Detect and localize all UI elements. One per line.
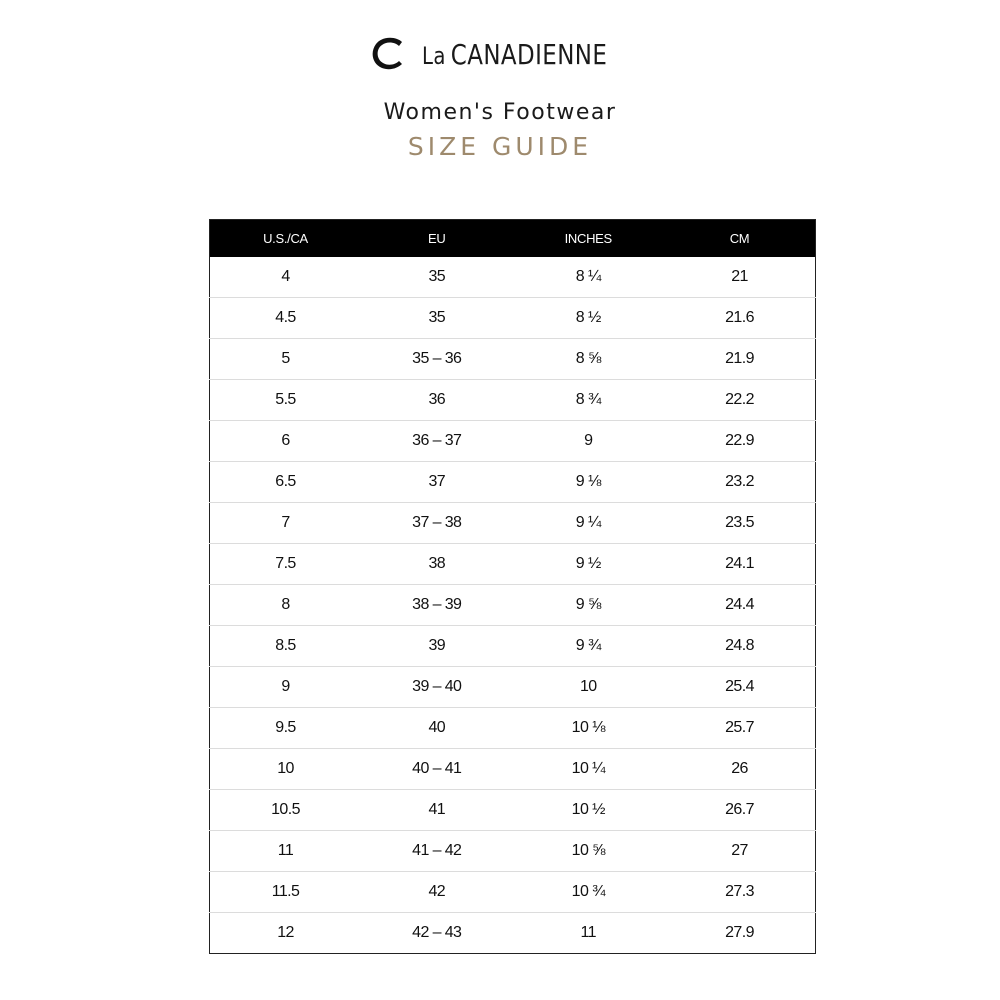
cell-us-ca: 6 bbox=[210, 421, 362, 462]
cell-cm: 21.6 bbox=[664, 298, 816, 339]
page-title: SIZE GUIDE bbox=[407, 132, 593, 161]
cell-cm: 22.2 bbox=[664, 380, 816, 421]
cell-inches: 8 ¼ bbox=[575, 268, 601, 285]
table-row bbox=[210, 544, 816, 585]
cell-eu: 37 – 38 bbox=[361, 503, 513, 544]
cell-cm: 26.7 bbox=[664, 790, 816, 831]
cell-cm: 27.9 bbox=[664, 913, 816, 954]
brand-wordmark: CANADIENNE bbox=[450, 37, 608, 71]
table-row bbox=[210, 462, 816, 503]
cell-us-ca: 4 bbox=[281, 268, 290, 285]
cell-us-ca: 8 bbox=[210, 585, 362, 626]
cell-cm: 22.9 bbox=[664, 421, 816, 462]
cell-cm: 25.4 bbox=[664, 667, 816, 708]
cell-eu: 40 – 41 bbox=[361, 749, 513, 790]
cell-us-ca: 11 bbox=[210, 831, 362, 872]
brand-lockup bbox=[368, 34, 632, 74]
cell-eu: 36 bbox=[361, 380, 513, 421]
cell-cm: 24.8 bbox=[664, 626, 816, 667]
cell-us-ca: 4.5 bbox=[210, 298, 362, 339]
cell-inches: 10 bbox=[513, 667, 665, 708]
cell-inches: 9 ⅛ bbox=[513, 462, 665, 503]
cell-us-ca: 9.5 bbox=[210, 708, 362, 749]
cell-cm: 24.1 bbox=[664, 544, 816, 585]
column-header-inches: INCHES bbox=[513, 220, 665, 258]
cell-cm: 27 bbox=[664, 831, 816, 872]
cell-cm: 26 bbox=[664, 749, 816, 790]
cell-inches: 9 ¼ bbox=[513, 503, 665, 544]
table-row bbox=[210, 913, 816, 954]
cell-eu: 35 – 36 bbox=[361, 339, 513, 380]
table-row bbox=[210, 667, 816, 708]
table-row bbox=[210, 790, 816, 831]
cell-inches: 10 ¼ bbox=[513, 749, 665, 790]
table-row bbox=[210, 749, 816, 790]
cell-inches: 9 bbox=[513, 421, 665, 462]
table-row bbox=[210, 503, 816, 544]
cell-eu: 35 bbox=[428, 268, 446, 285]
cell-us-ca: 7 bbox=[210, 503, 362, 544]
cell-eu: 38 – 39 bbox=[361, 585, 513, 626]
cell-us-ca: 10.5 bbox=[210, 790, 362, 831]
brand-header bbox=[0, 34, 1000, 78]
cell-cm: 25.7 bbox=[664, 708, 816, 749]
cell-cm: 21 bbox=[731, 268, 748, 285]
cell-eu: 35 bbox=[361, 298, 513, 339]
cell-inches: 10 ⅝ bbox=[513, 831, 665, 872]
cell-eu: 38 bbox=[361, 544, 513, 585]
column-header-us-ca: U.S./CA bbox=[210, 220, 362, 258]
column-header-eu: EU bbox=[361, 220, 513, 258]
cell-inches: 11 bbox=[513, 913, 665, 954]
cell-us-ca: 12 bbox=[210, 913, 362, 954]
table-row bbox=[210, 380, 816, 421]
cell-cm: 27.3 bbox=[664, 872, 816, 913]
cell-eu: 39 – 40 bbox=[361, 667, 513, 708]
cell-us-ca: 7.5 bbox=[210, 544, 362, 585]
cell-eu: 37 bbox=[361, 462, 513, 503]
table-row bbox=[210, 421, 816, 462]
cell-inches: 9 ¾ bbox=[513, 626, 665, 667]
page-subtitle: Women's Footwear bbox=[383, 100, 617, 125]
cell-us-ca: 10 bbox=[210, 749, 362, 790]
cell-eu: 39 bbox=[361, 626, 513, 667]
cell-inches: 10 ½ bbox=[513, 790, 665, 831]
cell-us-ca: 6.5 bbox=[210, 462, 362, 503]
table-row bbox=[210, 339, 816, 380]
cell-cm: 24.4 bbox=[664, 585, 816, 626]
cell-eu: 41 – 42 bbox=[361, 831, 513, 872]
cell-inches: 9 ½ bbox=[513, 544, 665, 585]
table-row bbox=[210, 831, 816, 872]
table-row bbox=[210, 872, 816, 913]
cell-cm: 23.2 bbox=[664, 462, 816, 503]
cell-inches: 8 ¾ bbox=[513, 380, 665, 421]
column-header-cm: CM bbox=[664, 220, 816, 258]
cell-eu: 41 bbox=[361, 790, 513, 831]
size-table bbox=[209, 219, 816, 954]
brand-prefix: La bbox=[422, 41, 446, 70]
cell-eu: 36 – 37 bbox=[361, 421, 513, 462]
cell-cm: 23.5 bbox=[664, 503, 816, 544]
table-row bbox=[210, 257, 816, 298]
cell-us-ca: 8.5 bbox=[210, 626, 362, 667]
table-row bbox=[210, 626, 816, 667]
cell-inches: 10 ¾ bbox=[513, 872, 665, 913]
cell-us-ca: 9 bbox=[210, 667, 362, 708]
cell-us-ca: 5 bbox=[210, 339, 362, 380]
table-header bbox=[210, 220, 816, 258]
table-row bbox=[210, 298, 816, 339]
cell-inches: 10 ⅛ bbox=[513, 708, 665, 749]
cell-cm: 21.9 bbox=[664, 339, 816, 380]
brand-name bbox=[422, 37, 608, 71]
table-header-row bbox=[210, 220, 816, 258]
cell-us-ca: 11.5 bbox=[210, 872, 362, 913]
cell-eu: 40 bbox=[361, 708, 513, 749]
table-row bbox=[210, 708, 816, 749]
cell-inches: 8 ⅝ bbox=[513, 339, 665, 380]
cell-us-ca: 5.5 bbox=[210, 380, 362, 421]
cell-inches: 9 ⅝ bbox=[513, 585, 665, 626]
cell-inches: 8 ½ bbox=[513, 298, 665, 339]
cell-eu: 42 – 43 bbox=[361, 913, 513, 954]
table-row bbox=[210, 585, 816, 626]
table-body bbox=[210, 257, 816, 954]
c-logo-icon bbox=[368, 34, 412, 74]
cell-eu: 42 bbox=[361, 872, 513, 913]
